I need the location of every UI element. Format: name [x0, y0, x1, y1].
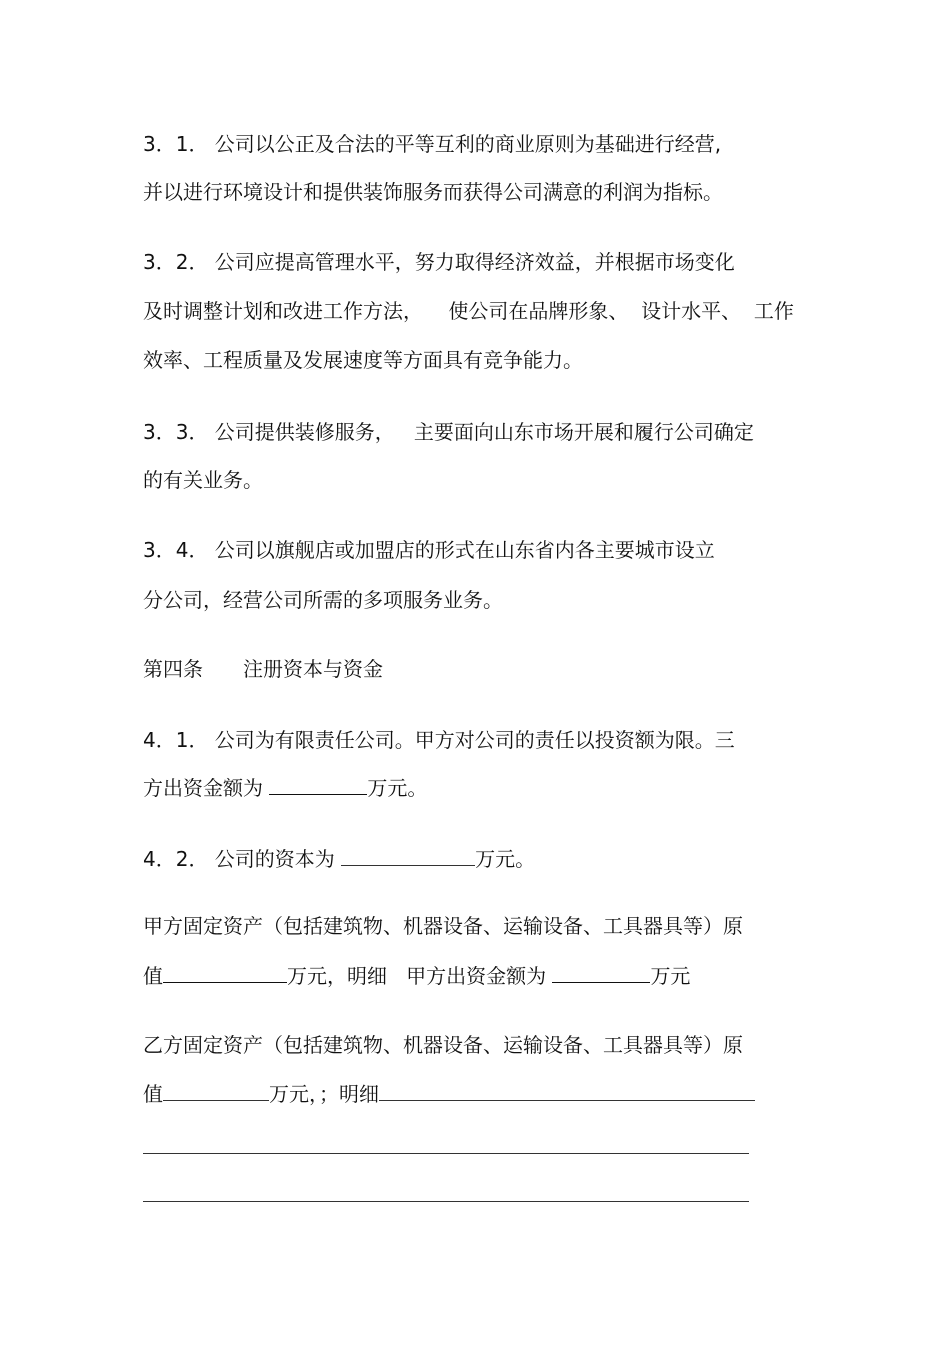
article-4-title: 注册资本与资金	[243, 657, 383, 681]
clause-4-2	[143, 845, 535, 873]
clause-3-3-line-1: 3．3． 公司提供装修服务， 主要面向山东市场开展和履行公司确定	[143, 420, 754, 444]
clause-4-2-suffix: 万元。	[475, 847, 536, 871]
clause-3-1-line-2: 并以进行环境设计和提供装饰服务而获得公司满意的利润为指标。	[143, 180, 723, 204]
clause-3-1-line-1: 3．1． 公司以公正及合法的平等互利的商业原则为基础进行经营,	[143, 132, 722, 156]
registered-capital-blank[interactable]	[341, 845, 475, 866]
details-blank-line-1[interactable]	[143, 1153, 749, 1154]
party-b-details-blank[interactable]	[379, 1080, 755, 1101]
party-a-line-2	[143, 962, 690, 990]
party-b-asset-value-blank[interactable]	[163, 1080, 269, 1101]
clause-3-3-line-2: 的有关业务。	[143, 468, 263, 492]
party-b-line-1: 乙方固定资产（包括建筑物、机器设备、运输设备、工具器具等）原	[143, 1033, 743, 1057]
clause-4-1-prefix: 方出资金额为	[143, 776, 270, 800]
details-blank-line-2[interactable]	[143, 1201, 749, 1202]
clause-4-1-line-1: 4．1． 公司为有限责任公司。甲方对公司的责任以投资额为限。三	[143, 728, 735, 752]
party-a-line-1: 甲方固定资产（包括建筑物、机器设备、运输设备、工具器具等）原	[143, 914, 743, 938]
party-a-asset-value-blank[interactable]	[163, 962, 287, 983]
clause-3-2-line-3: 效率、工程质量及发展速度等方面具有竞争能力。	[143, 348, 583, 372]
party-a-amount-suffix: 万元	[650, 964, 691, 988]
party-a-value-prefix: 值	[143, 964, 163, 988]
party-b-value-prefix: 值	[143, 1082, 163, 1106]
party-b-value-suffix: 万元，；明细	[269, 1082, 379, 1106]
party-a-contribution-blank[interactable]	[552, 962, 650, 983]
party-b-line-2	[143, 1080, 755, 1108]
clause-3-4-line-2: 分公司，经营公司所需的多项服务业务。	[143, 588, 503, 612]
clause-3-4-line-1: 3．4． 公司以旗舰店或加盟店的形式在山东省内各主要城市设立	[143, 538, 715, 562]
article-4-number: 第四条	[143, 657, 203, 681]
clause-4-1-suffix: 万元。	[367, 776, 428, 800]
party-a-value-suffix: 万元，明细 甲方出资金额为	[287, 964, 553, 988]
capital-amount-blank[interactable]	[269, 774, 367, 795]
article-4-heading	[143, 655, 383, 683]
clause-4-2-prefix: 4．2． 公司的资本为	[143, 847, 342, 871]
clause-3-2-line-1: 3．2． 公司应提高管理水平，努力取得经济效益，并根据市场变化	[143, 250, 735, 274]
clause-4-1-line-2	[143, 774, 427, 802]
clause-3-2-line-2: 及时调整计划和改进工作方法， 使公司在品牌形象、 设计水平、 工作	[143, 299, 794, 323]
